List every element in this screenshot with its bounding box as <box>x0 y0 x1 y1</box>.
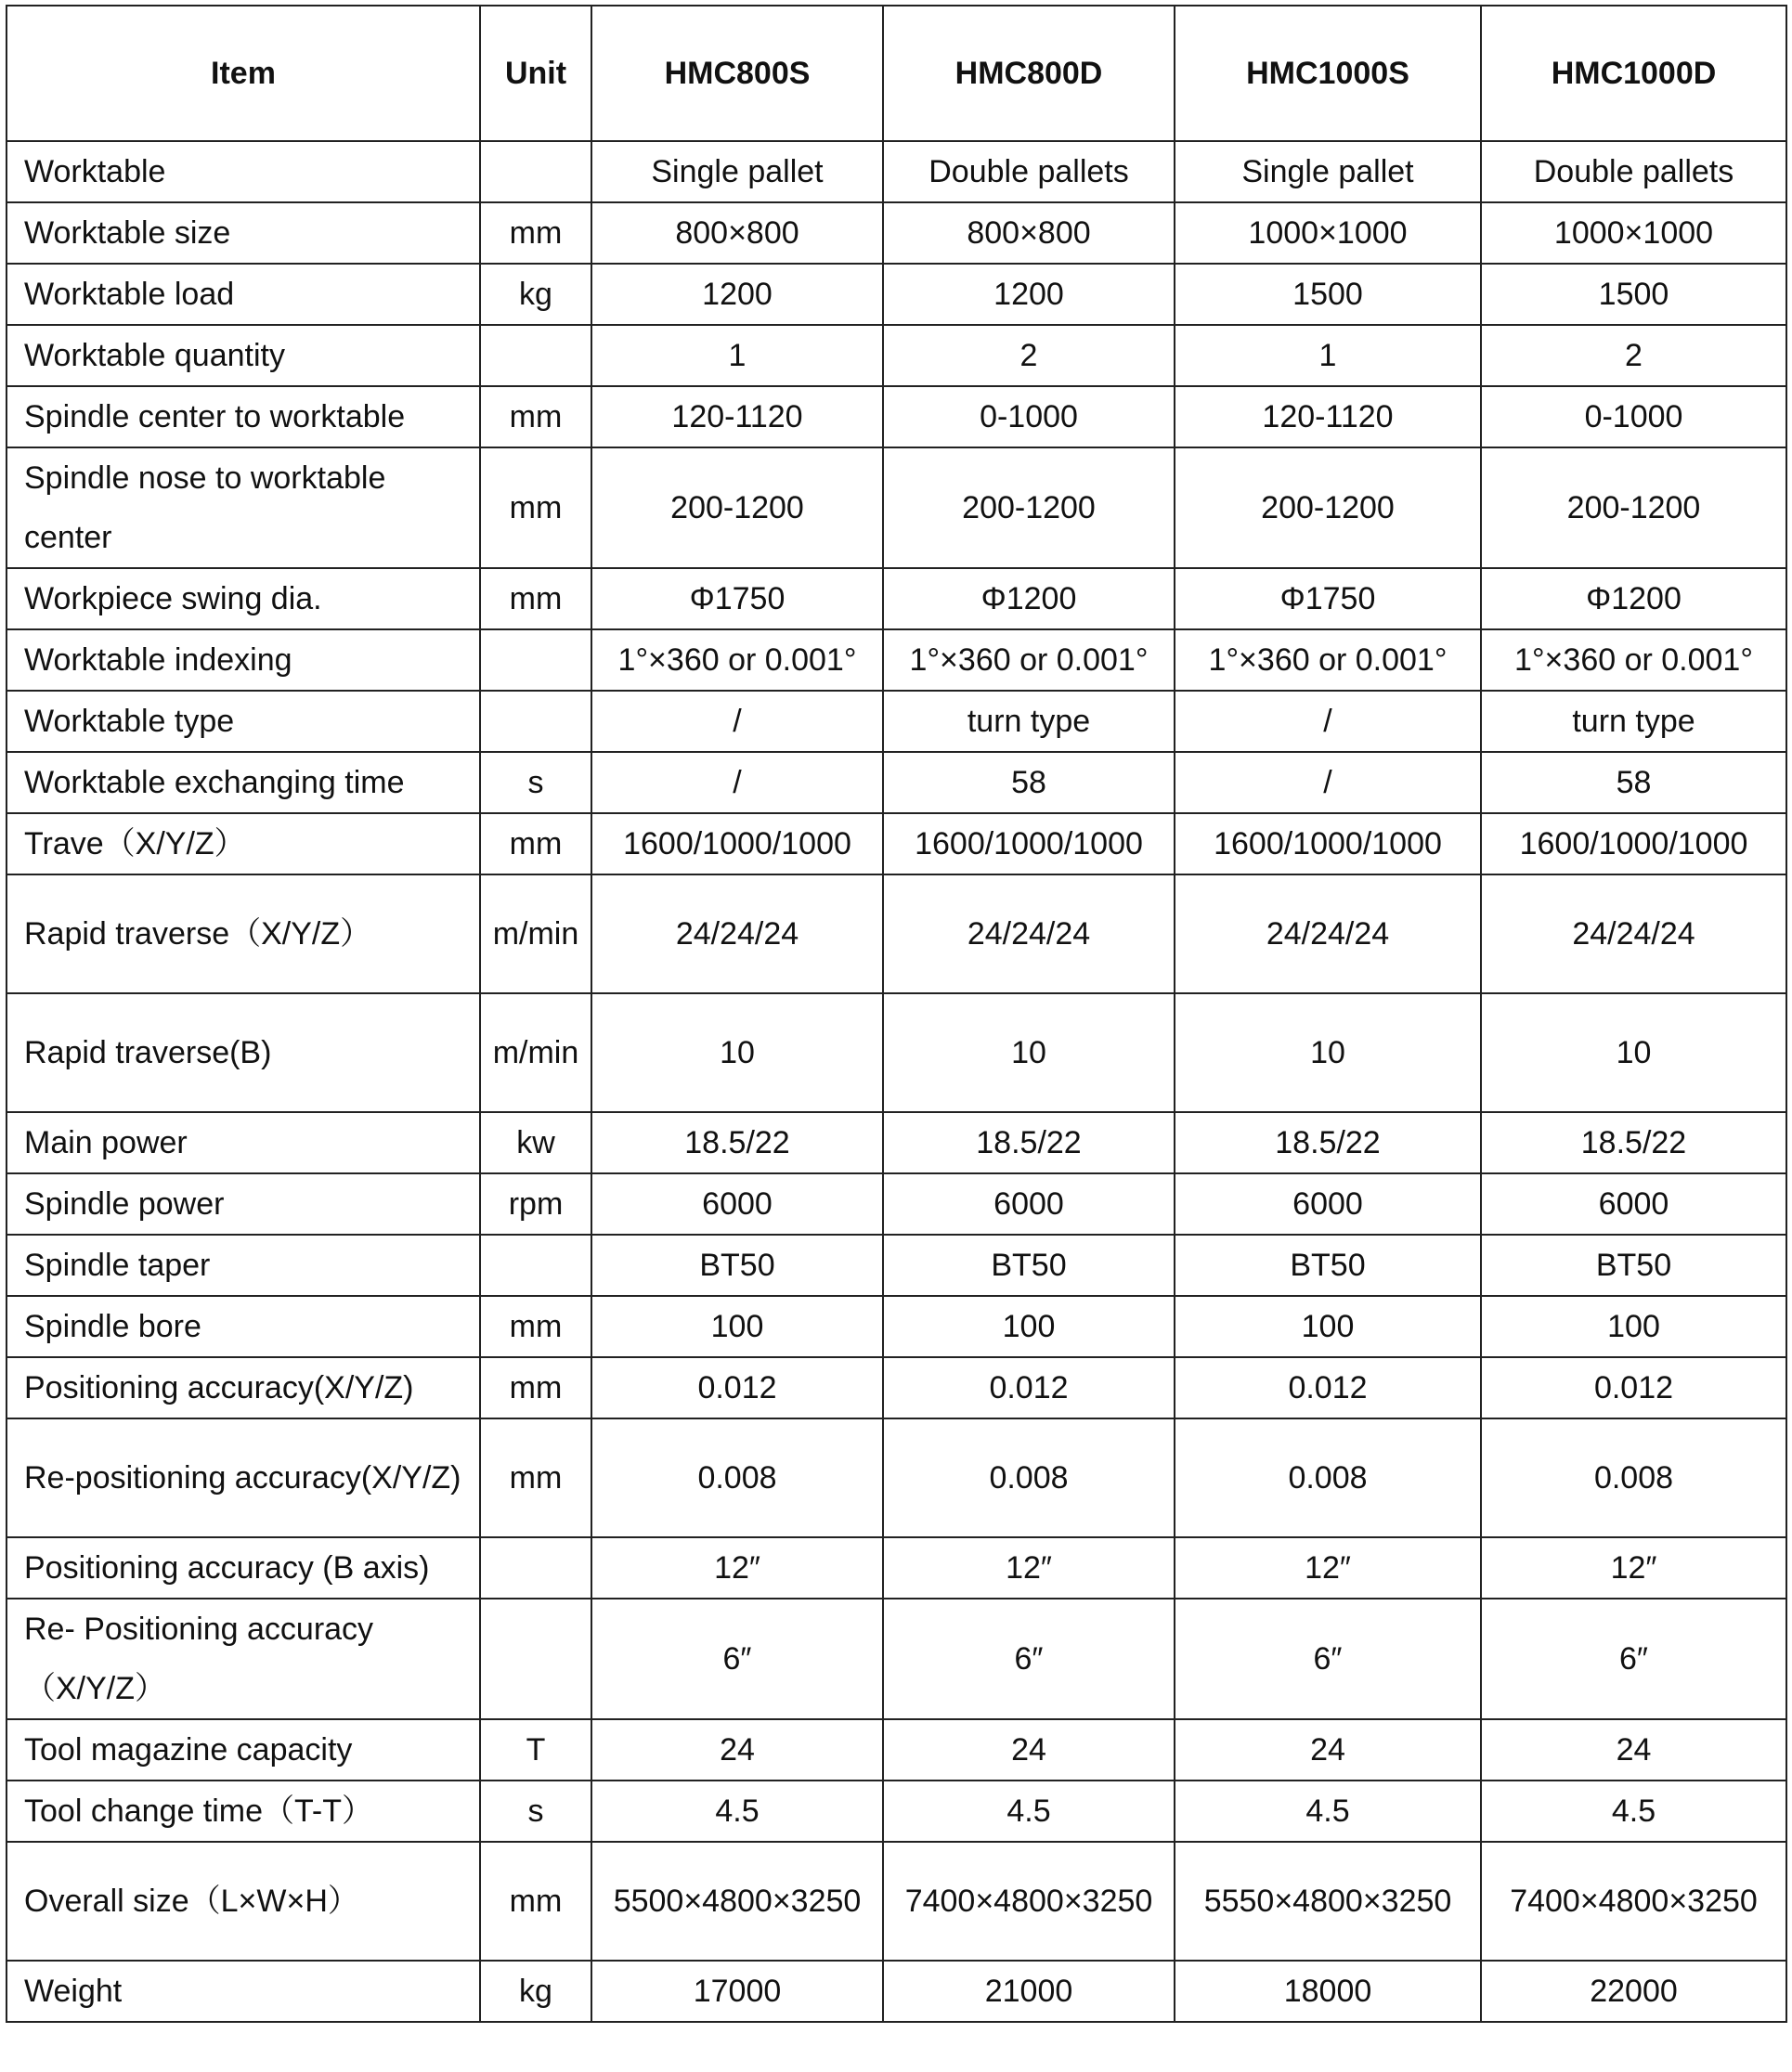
unit-cell: kg <box>480 264 591 325</box>
hmc800s-cell: 100 <box>591 1296 883 1357</box>
table-row <box>6 993 1786 1112</box>
item-cell: Tool change time（T-T） <box>6 1781 480 1842</box>
unit-cell: kg <box>480 1961 591 2022</box>
table-row <box>6 691 1786 752</box>
hmc1000d-cell: Double pallets <box>1481 141 1786 202</box>
hmc1000s-cell: 1500 <box>1175 264 1481 325</box>
hmc1000d-cell: 200-1200 <box>1481 447 1786 568</box>
hmc800d-cell: 6″ <box>883 1599 1175 1719</box>
hmc800d-cell: 100 <box>883 1296 1175 1357</box>
hmc1000s-cell: 12″ <box>1175 1537 1481 1599</box>
hmc800s-cell: 800×800 <box>591 202 883 264</box>
hmc800d-cell: 12″ <box>883 1537 1175 1599</box>
hmc800d-cell: 2 <box>883 325 1175 386</box>
hmc1000s-cell: 18.5/22 <box>1175 1112 1481 1173</box>
hmc800s-cell: Φ1750 <box>591 568 883 629</box>
hmc800d-cell: 1600/1000/1000 <box>883 813 1175 874</box>
item-cell: Tool magazine capacity <box>6 1719 480 1781</box>
hmc800s-cell: BT50 <box>591 1235 883 1296</box>
hmc800d-cell: 58 <box>883 752 1175 813</box>
hmc800s-cell: 24/24/24 <box>591 874 883 993</box>
hmc800d-cell: 0.012 <box>883 1357 1175 1418</box>
hmc1000s-cell: 24/24/24 <box>1175 874 1481 993</box>
hmc1000s-cell: 10 <box>1175 993 1481 1112</box>
table-row <box>6 264 1786 325</box>
hmc1000d-cell: 0.008 <box>1481 1418 1786 1537</box>
table-row <box>6 629 1786 691</box>
hmc800s-cell: 200-1200 <box>591 447 883 568</box>
item-cell: Worktable type <box>6 691 480 752</box>
hmc1000d-cell: 1000×1000 <box>1481 202 1786 264</box>
hmc1000d-cell: 6″ <box>1481 1599 1786 1719</box>
item-cell: Spindle bore <box>6 1296 480 1357</box>
table-row <box>6 752 1786 813</box>
hmc1000s-cell: / <box>1175 691 1481 752</box>
hmc800s-cell: 0.008 <box>591 1418 883 1537</box>
hmc1000s-cell: Single pallet <box>1175 141 1481 202</box>
hmc800d-cell: Φ1200 <box>883 568 1175 629</box>
header-hmc1000s: HMC1000S <box>1175 6 1481 141</box>
item-cell: Positioning accuracy (B axis) <box>6 1537 480 1599</box>
hmc1000d-cell: Φ1200 <box>1481 568 1786 629</box>
hmc800s-cell: 1600/1000/1000 <box>591 813 883 874</box>
table-row <box>6 1719 1786 1781</box>
unit-cell <box>480 1599 591 1719</box>
hmc800d-cell: 21000 <box>883 1961 1175 2022</box>
hmc800s-cell: 1°×360 or 0.001° <box>591 629 883 691</box>
item-cell: Spindle center to worktable <box>6 386 480 447</box>
table-row <box>6 1357 1786 1418</box>
hmc800s-cell: 5500×4800×3250 <box>591 1842 883 1961</box>
unit-cell: rpm <box>480 1173 591 1235</box>
table-row <box>6 447 1786 568</box>
hmc1000s-cell: 4.5 <box>1175 1781 1481 1842</box>
item-cell: Trave（X/Y/Z） <box>6 813 480 874</box>
hmc1000d-cell: 1500 <box>1481 264 1786 325</box>
hmc1000d-cell: 1600/1000/1000 <box>1481 813 1786 874</box>
hmc1000d-cell: 4.5 <box>1481 1781 1786 1842</box>
header-row <box>6 6 1786 141</box>
table-row <box>6 1173 1786 1235</box>
table-row <box>6 1599 1786 1719</box>
table-row <box>6 1235 1786 1296</box>
hmc1000d-cell: 24/24/24 <box>1481 874 1786 993</box>
table-row <box>6 325 1786 386</box>
hmc1000d-cell: 0-1000 <box>1481 386 1786 447</box>
hmc1000s-cell: / <box>1175 752 1481 813</box>
hmc1000d-cell: 18.5/22 <box>1481 1112 1786 1173</box>
hmc800s-cell: 1200 <box>591 264 883 325</box>
hmc1000d-cell: 58 <box>1481 752 1786 813</box>
hmc1000s-cell: 0.012 <box>1175 1357 1481 1418</box>
hmc800d-cell: 800×800 <box>883 202 1175 264</box>
hmc800d-cell: 200-1200 <box>883 447 1175 568</box>
item-cell: Worktable load <box>6 264 480 325</box>
hmc800d-cell: 0-1000 <box>883 386 1175 447</box>
hmc800d-cell: 24/24/24 <box>883 874 1175 993</box>
table-row <box>6 1296 1786 1357</box>
hmc1000d-cell: 7400×4800×3250 <box>1481 1842 1786 1961</box>
hmc1000s-cell: 6000 <box>1175 1173 1481 1235</box>
item-cell: Worktable exchanging time <box>6 752 480 813</box>
hmc800d-cell: 1200 <box>883 264 1175 325</box>
header-unit: Unit <box>480 6 591 141</box>
hmc800d-cell: Double pallets <box>883 141 1175 202</box>
table-header <box>6 6 1786 141</box>
hmc800s-cell: / <box>591 752 883 813</box>
unit-cell <box>480 141 591 202</box>
hmc800d-cell: 0.008 <box>883 1418 1175 1537</box>
hmc800s-cell: / <box>591 691 883 752</box>
unit-cell <box>480 325 591 386</box>
table-row <box>6 1537 1786 1599</box>
spec-table <box>6 5 1787 2023</box>
unit-cell: mm <box>480 1842 591 1961</box>
hmc800d-cell: 18.5/22 <box>883 1112 1175 1173</box>
unit-cell: mm <box>480 1418 591 1537</box>
unit-cell: m/min <box>480 874 591 993</box>
table-row <box>6 386 1786 447</box>
hmc800s-cell: 4.5 <box>591 1781 883 1842</box>
hmc1000s-cell: 1000×1000 <box>1175 202 1481 264</box>
hmc800s-cell: 12″ <box>591 1537 883 1599</box>
hmc800d-cell: turn type <box>883 691 1175 752</box>
hmc1000s-cell: 0.008 <box>1175 1418 1481 1537</box>
unit-cell <box>480 629 591 691</box>
item-cell: Spindle taper <box>6 1235 480 1296</box>
header-hmc1000d: HMC1000D <box>1481 6 1786 141</box>
hmc1000s-cell: 100 <box>1175 1296 1481 1357</box>
table-body <box>6 141 1786 2022</box>
hmc1000s-cell: 6″ <box>1175 1599 1481 1719</box>
hmc1000s-cell: 120-1120 <box>1175 386 1481 447</box>
item-cell: Overall size（L×W×H） <box>6 1842 480 1961</box>
hmc800s-cell: 0.012 <box>591 1357 883 1418</box>
item-cell: Worktable indexing <box>6 629 480 691</box>
hmc800s-cell: 6000 <box>591 1173 883 1235</box>
hmc1000d-cell: 12″ <box>1481 1537 1786 1599</box>
hmc1000d-cell: 10 <box>1481 993 1786 1112</box>
hmc800s-cell: 24 <box>591 1719 883 1781</box>
item-cell: Worktable <box>6 141 480 202</box>
hmc800d-cell: 7400×4800×3250 <box>883 1842 1175 1961</box>
item-cell: Rapid traverse（X/Y/Z） <box>6 874 480 993</box>
hmc1000s-cell: 1°×360 or 0.001° <box>1175 629 1481 691</box>
hmc800d-cell: 10 <box>883 993 1175 1112</box>
hmc1000s-cell: 18000 <box>1175 1961 1481 2022</box>
unit-cell <box>480 1537 591 1599</box>
item-cell: Worktable quantity <box>6 325 480 386</box>
item-cell: Weight <box>6 1961 480 2022</box>
hmc800s-cell: 10 <box>591 993 883 1112</box>
hmc1000d-cell: BT50 <box>1481 1235 1786 1296</box>
unit-cell: kw <box>480 1112 591 1173</box>
table-row <box>6 1112 1786 1173</box>
hmc1000s-cell: 1600/1000/1000 <box>1175 813 1481 874</box>
hmc1000d-cell: 1°×360 or 0.001° <box>1481 629 1786 691</box>
table-row <box>6 568 1786 629</box>
hmc800s-cell: 6″ <box>591 1599 883 1719</box>
unit-cell: mm <box>480 386 591 447</box>
header-item: Item <box>6 6 480 141</box>
header-hmc800d: HMC800D <box>883 6 1175 141</box>
hmc1000d-cell: 22000 <box>1481 1961 1786 2022</box>
table-row <box>6 1781 1786 1842</box>
hmc800d-cell: BT50 <box>883 1235 1175 1296</box>
hmc1000d-cell: 2 <box>1481 325 1786 386</box>
hmc1000s-cell: Φ1750 <box>1175 568 1481 629</box>
item-cell: Spindle nose to worktable center <box>6 447 480 568</box>
unit-cell: mm <box>480 1296 591 1357</box>
hmc1000d-cell: 100 <box>1481 1296 1786 1357</box>
unit-cell: s <box>480 1781 591 1842</box>
unit-cell <box>480 691 591 752</box>
hmc800s-cell: 17000 <box>591 1961 883 2022</box>
hmc1000d-cell: turn type <box>1481 691 1786 752</box>
unit-cell: mm <box>480 202 591 264</box>
table-row <box>6 1961 1786 2022</box>
hmc1000s-cell: 200-1200 <box>1175 447 1481 568</box>
item-cell: Worktable size <box>6 202 480 264</box>
table-row <box>6 1842 1786 1961</box>
hmc800d-cell: 6000 <box>883 1173 1175 1235</box>
item-cell: Re- Positioning accuracy（X/Y/Z） <box>6 1599 480 1719</box>
item-cell: Workpiece swing dia. <box>6 568 480 629</box>
unit-cell: s <box>480 752 591 813</box>
hmc1000s-cell: 1 <box>1175 325 1481 386</box>
hmc1000d-cell: 0.012 <box>1481 1357 1786 1418</box>
hmc800s-cell: Single pallet <box>591 141 883 202</box>
hmc1000d-cell: 24 <box>1481 1719 1786 1781</box>
hmc1000s-cell: BT50 <box>1175 1235 1481 1296</box>
table-row <box>6 874 1786 993</box>
hmc1000s-cell: 24 <box>1175 1719 1481 1781</box>
table-row <box>6 141 1786 202</box>
unit-cell: m/min <box>480 993 591 1112</box>
table-row <box>6 202 1786 264</box>
unit-cell <box>480 1235 591 1296</box>
unit-cell: mm <box>480 447 591 568</box>
item-cell: Rapid traverse(B) <box>6 993 480 1112</box>
hmc800s-cell: 18.5/22 <box>591 1112 883 1173</box>
hmc800d-cell: 1°×360 or 0.001° <box>883 629 1175 691</box>
hmc800d-cell: 4.5 <box>883 1781 1175 1842</box>
unit-cell: mm <box>480 1357 591 1418</box>
table-row <box>6 1418 1786 1537</box>
table-row <box>6 813 1786 874</box>
item-cell: Main power <box>6 1112 480 1173</box>
unit-cell: T <box>480 1719 591 1781</box>
unit-cell: mm <box>480 568 591 629</box>
item-cell: Spindle power <box>6 1173 480 1235</box>
item-cell: Re-positioning accuracy(X/Y/Z) <box>6 1418 480 1537</box>
hmc800s-cell: 1 <box>591 325 883 386</box>
hmc1000d-cell: 6000 <box>1481 1173 1786 1235</box>
header-hmc800s: HMC800S <box>591 6 883 141</box>
hmc1000s-cell: 5550×4800×3250 <box>1175 1842 1481 1961</box>
item-cell: Positioning accuracy(X/Y/Z) <box>6 1357 480 1418</box>
unit-cell: mm <box>480 813 591 874</box>
hmc800d-cell: 24 <box>883 1719 1175 1781</box>
hmc800s-cell: 120-1120 <box>591 386 883 447</box>
